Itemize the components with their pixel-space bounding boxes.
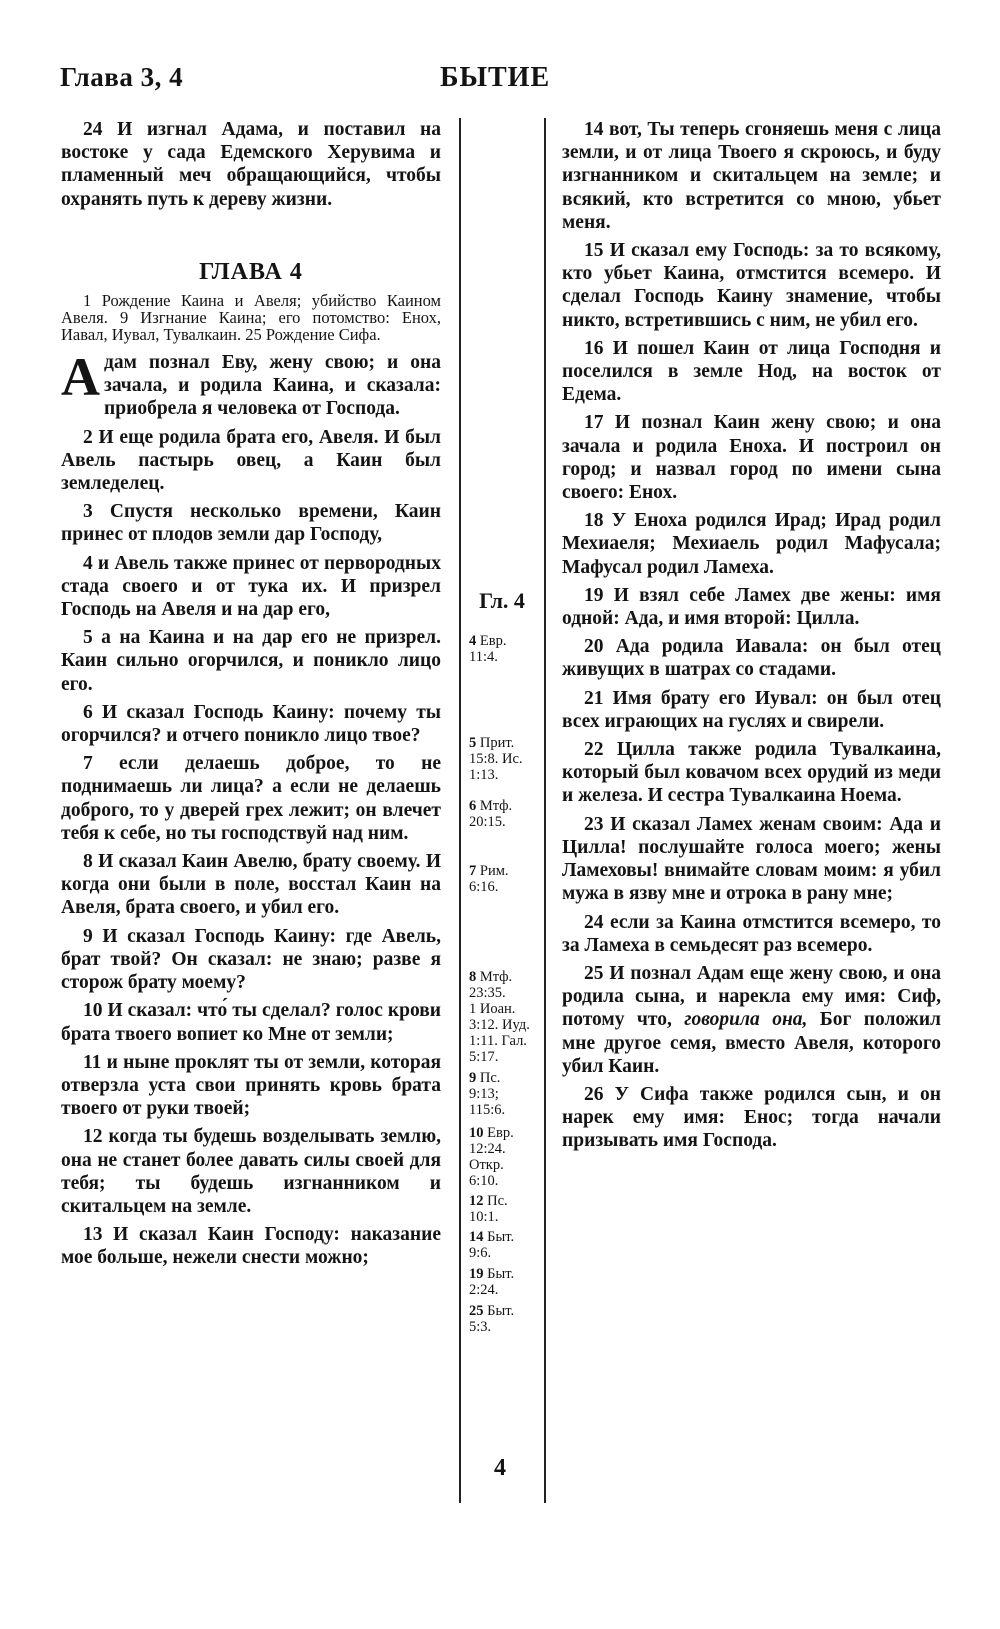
verse-4-25-text-b: Бог положил мне другое семя, вместо Авеля, которого убил Каин.	[562, 1009, 942, 1077]
verse-4-8: 8 И сказал Каин Авелю, брату своему. И когда они были в поле, восстал Каин на Авеля, брата своего, и убил его.	[61, 851, 441, 919]
chapter-summary: 1 Рождение Каина и Авеля; убийство Каином Авеля. 9 Изгнание Каина; его потомство: Енох, Иавал, Иувал, Тувалкаин. 25 Рождение Сифа.	[61, 291, 441, 345]
chapter-heading: ГЛАВА 4	[199, 258, 303, 285]
verse-4-17: 17 И познал Каин жену свою; и она зачала и родила Еноха. И построил он город; и назвал город по имени сына своего: Енох.	[562, 412, 941, 504]
right-text-column	[562, 118, 941, 1158]
verse-4-21: 21 Имя брату его Иувал: он был отец всех играющих на гуслях и свирели.	[562, 687, 941, 732]
page-number: 4	[494, 1455, 506, 1481]
cross-reference: 7 Рим. 6:16.	[469, 863, 509, 895]
verse-4-16: 16 И пошел Каин от лица Господня и поселился в земле Нод, на восток от Едема.	[562, 337, 941, 406]
verse-4-25	[562, 962, 941, 1078]
verse-4-12: 12 когда ты будешь возделывать землю, она не станет более давать силы своей для тебя; ты будешь изгнанником и скитальцем на земле.	[61, 1126, 441, 1217]
verse-4-13: 13 И сказал Каин Господу: наказание мое больше, нежели снести можно;	[61, 1224, 441, 1269]
running-chapter-reference: Глава 3, 4	[60, 62, 184, 92]
cross-reference: 8 Мтф. 23:35. 1 Иоан. 3:12. Иуд. 1:11. Гал. 5:17.	[469, 969, 530, 1065]
cross-reference: 5 Прит. 15:8. Ис. 1:13.	[469, 735, 523, 783]
verse-4-23: 23 И сказал Ламех женам своим: Ада и Цилла! послушайте голоса моего; жены Ламеховы! внимайте словам моим: я убил мужа в язву мне и отрока в рану мне;	[562, 813, 941, 905]
cross-reference: 6 Мтф. 20:15.	[469, 798, 513, 830]
verse-4-10: 10 И сказал: что́ ты сделал? голос крови брата твоего вопиет ко Мне от земли;	[61, 1000, 441, 1045]
verse-4-19: 19 И взял себе Ламех две жены: имя одной: Ада, и имя второй: Цилла.	[562, 584, 941, 630]
drop-cap: А	[61, 347, 100, 408]
verse-4-25-italic: говорила она,	[684, 1009, 808, 1031]
page-header	[60, 62, 960, 102]
verse-4-11: 11 и ныне проклят ты от земли, которая отверзла уста свои принять кровь брата твоего от руки твоей;	[61, 1051, 441, 1120]
verse-4-6: 6 И сказал Господь Каину: почему ты огорчился? и отчего поникло лицо твое?	[61, 701, 441, 747]
left-text-column	[61, 118, 441, 1275]
cross-reference: 4 Евр. 11:4.	[469, 633, 507, 665]
verse-4-26: 26 У Сифа также родился сын, и он нарек ему имя: Енос; тогда начали призывать имя Господа.	[562, 1083, 941, 1152]
cross-reference: 19 Быт. 2:24.	[469, 1266, 515, 1298]
cross-reference: 10 Евр. 12:24. Откр. 6:10.	[469, 1125, 514, 1189]
verse-4-1-text: дам познал Еву, жену свою; и она зачала, и родила Каина, и сказала: приобрела я человека от Господа.	[104, 352, 441, 420]
book-title: БЫТИЕ	[440, 62, 551, 93]
verse-4-7: 7 если делаешь доброе, то не поднимаешь ли лица? а если не делаешь доброго, то у дверей грех лежит; он влечет тебя к себе, но ты господствуй над ним.	[61, 753, 441, 844]
cross-reference: 12 Пс. 10:1.	[469, 1193, 508, 1225]
verse-3-24: 24 И изгнал Адама, и поставил на востоке у сада Едемского Херувима и пламенный меч обращающийся, чтобы охранять путь к дереву жизни.	[61, 119, 441, 210]
verse-4-5: 5 а на Каина и на дар его не призрел. Каин сильно огорчился, и поникло лицо его.	[61, 627, 441, 695]
verse-4-20: 20 Ада родила Иавала: он был отец живущих в шатрах со стадами.	[562, 636, 941, 681]
column-divider-right	[544, 118, 546, 1503]
verse-4-25-text-a: 25 И познал Адам еще жену свою, и она родила сына, и нарекла ему имя: Сиф, потому что,	[562, 962, 941, 1031]
cross-reference: 14 Быт. 9:6.	[469, 1229, 515, 1261]
verse-4-3: 3 Спустя несколько времени, Каин принес от плодов земли дар Господу,	[61, 501, 441, 546]
verse-4-2: 2 И еще родила брата его, Авеля. И был Авель пастырь овец, а Каин был земледелец.	[61, 426, 441, 495]
cross-reference: 9 Пс. 9:13; 115:6.	[469, 1070, 506, 1118]
verse-4-24: 24 если за Каина отмстится всемеро, то за Ламеха в семьдесят раз всемеро.	[562, 911, 941, 956]
cross-reference: 25 Быт. 5:3.	[469, 1303, 515, 1335]
margin-chapter-label: Гл. 4	[479, 588, 525, 613]
verse-4-1	[61, 347, 441, 421]
verse-4-18: 18 У Еноха родился Ирад; Ирад родил Мехиаеля; Мехиаель родил Мафусала; Мафусал родил Ламеха.	[562, 510, 941, 578]
verse-4-4: 4 и Авель также принес от первородных стада своего и от тука их. И призрел Господь на Авеля и на дар его,	[61, 552, 441, 621]
verse-4-14: 14 вот, Ты теперь сгоняешь меня с лица земли, и от лица Твоего я скроюсь, и буду изгнанником и скитальцем на земле; и всякий, кто встретится со мною, убьет меня.	[562, 119, 941, 233]
verse-4-22: 22 Цилла также родила Тувалкаина, который был ковачом всех орудий из меди и железа. И сестра Тувалкаина Ноема.	[562, 739, 941, 807]
verse-4-15: 15 И сказал ему Господь: за то всякому, кто убьет Каина, отмстится всемеро. И сделал Господь Каину знамение, чтобы никто, встретившись с ним, не убил его.	[562, 240, 941, 331]
verse-4-9: 9 И сказал Господь Каину: где Авель, брат твой? Он сказал: не знаю; разве я сторож брату моему?	[61, 925, 441, 994]
